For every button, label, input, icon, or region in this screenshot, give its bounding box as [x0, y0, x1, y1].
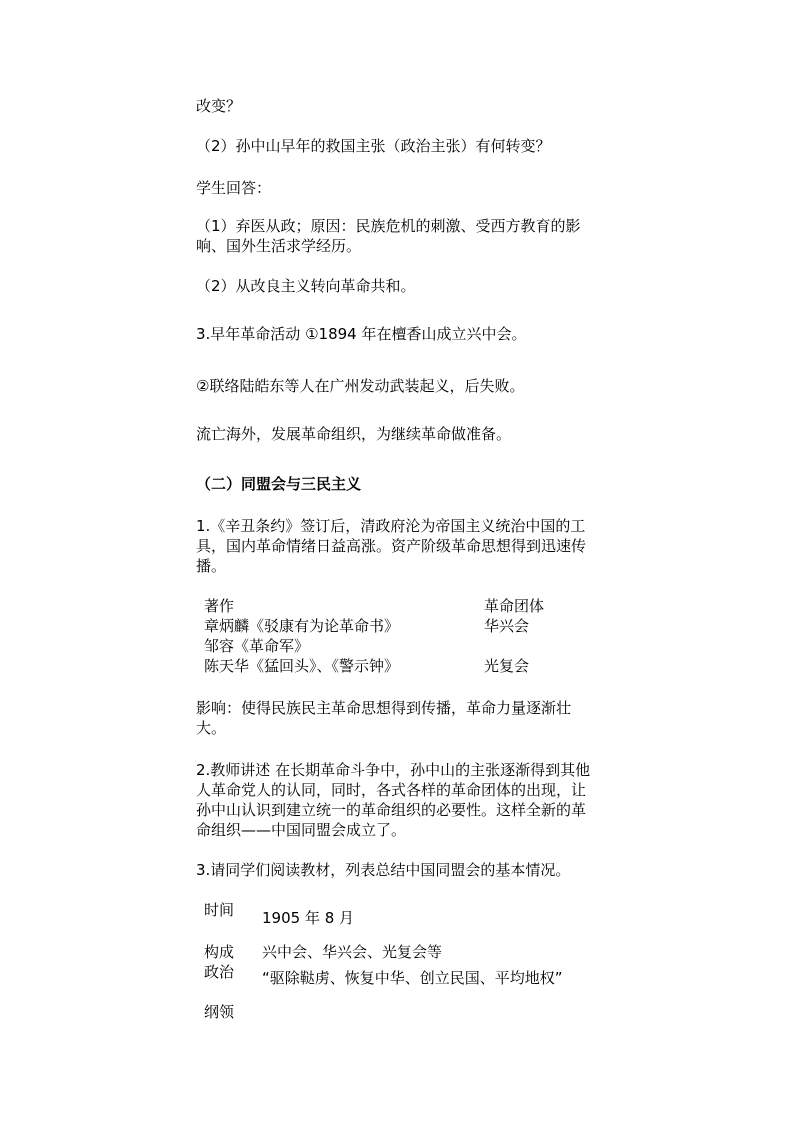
table-label-composition: 构成 — [204, 943, 235, 961]
text-line: 学生回答： — [196, 179, 272, 197]
text-line: 改变？ — [196, 97, 242, 115]
table-header-groups: 革命团体 — [484, 597, 545, 615]
text-line: ②联络陆皓东等人在广州发动武装起义，后失败。 — [196, 377, 525, 395]
text-line: （2）孙中山早年的救国主张（政治主张）有何转变？ — [196, 137, 551, 155]
text-line: （2）从改良主义转向革命共和。 — [196, 277, 416, 295]
table-value-program: “驱除鞑虏、恢复中华、创立民国、平均地权” — [262, 969, 563, 987]
text-paragraph: 2.教师讲述 在长期革命斗争中，孙中山的主张逐渐得到其他人革命党人的认同，同时，各式各样的革命团体的出现，让孙中山认识到建立统一的革命组织的必要性。这样全新的革命组织——中国同盟会成立了。 — [196, 761, 591, 839]
table-value-time: 1905 年 8 月 — [262, 909, 355, 927]
section-heading: （二）同盟会与三民主义 — [196, 475, 362, 493]
table-cell: 光复会 — [484, 657, 530, 675]
table-cell: 华兴会 — [484, 617, 530, 635]
table-label-time: 时间 — [204, 901, 235, 919]
text-line: 流亡海外，发展革命组织，为继续革命做准备。 — [196, 425, 512, 443]
table-cell: 章炳麟《驳康有为论革命书》 — [204, 617, 400, 635]
text-paragraph: 影响：使得民族民主革命思想得到传播，革命力量逐渐壮大。 — [196, 699, 572, 737]
text-paragraph: （1）弃医从政；原因：民族危机的刺激、受西方教育的影响、国外生活求学经历。 — [196, 217, 581, 255]
table-cell: 邹容《革命军》 — [204, 637, 310, 655]
table-cell: 陈天华《猛回头》、《警示钟》 — [204, 657, 400, 675]
text-line: 3.早年革命活动 ①1894 年在檀香山成立兴中会。 — [196, 325, 527, 343]
table-label-program-cont: 纲领 — [204, 1003, 235, 1021]
text-line: 3.请同学们阅读教材，列表总结中国同盟会的基本情况。 — [196, 861, 571, 879]
table-header-works: 著作 — [204, 597, 235, 615]
table-value-composition: 兴中会、华兴会、光复会等 — [262, 943, 443, 961]
table-label-program: 政治 — [204, 963, 235, 981]
text-paragraph: 1.《辛丑条约》签订后，清政府沦为帝国主义统治中国的工具，国内革命情绪日益高涨。资产阶级革命思想得到迅速传播。 — [196, 517, 587, 575]
